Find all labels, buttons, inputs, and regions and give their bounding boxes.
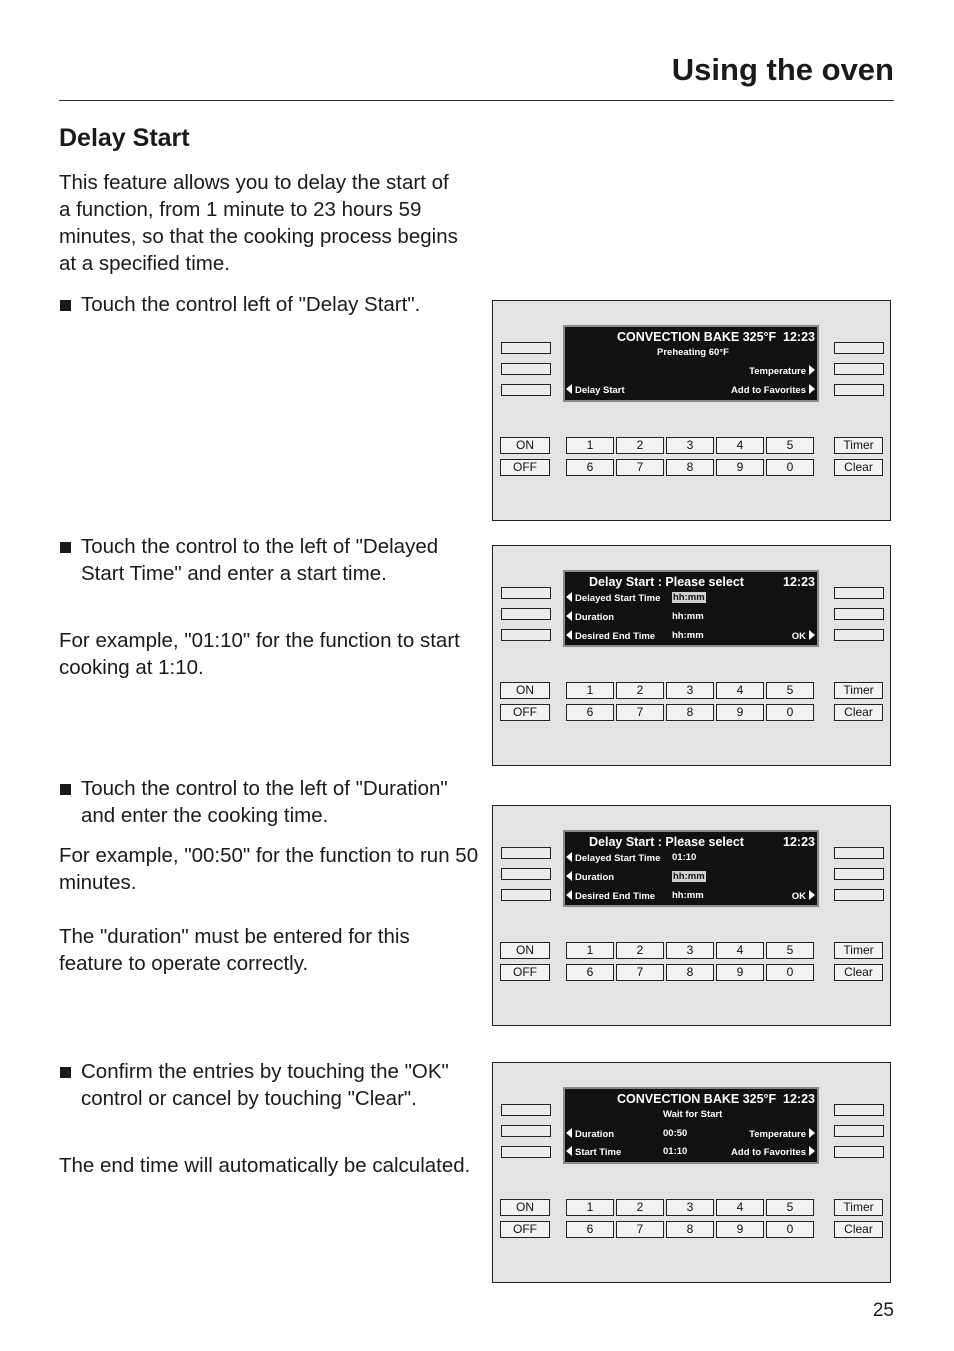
oven-display — [563, 325, 819, 402]
display-favorites — [731, 384, 815, 396]
key-1[interactable]: 1 — [566, 682, 614, 699]
step-2-text: Touch the control to the left of "Delayed Start Time" and enter a start time. — [81, 535, 439, 585]
row-value: 01:10 — [663, 1146, 688, 1157]
arrow-right-icon — [809, 1128, 815, 1138]
key-4[interactable]: 4 — [716, 1199, 764, 1216]
clear-button[interactable]: Clear — [834, 1221, 883, 1238]
bullet-square-icon — [60, 542, 71, 553]
arrow-right-icon — [809, 1146, 815, 1156]
step-4-note: The end time will automatically be calculated. — [59, 1154, 471, 1177]
section-title: Delay Start — [59, 124, 190, 152]
display-favorites — [731, 1146, 815, 1158]
oven-display — [563, 1087, 819, 1164]
key-7[interactable]: 7 — [616, 459, 664, 476]
key-7[interactable]: 7 — [616, 1221, 664, 1238]
display-title: CONVECTION BAKE 325°F — [617, 330, 777, 344]
step-3-note-2: The "duration" must be entered for this feature to operate correctly. — [59, 925, 410, 975]
arrow-left-icon — [566, 592, 572, 602]
key-9[interactable]: 9 — [716, 1221, 764, 1238]
key-9[interactable]: 9 — [716, 964, 764, 981]
key-9[interactable]: 9 — [716, 704, 764, 721]
key-3[interactable]: 3 — [666, 1199, 714, 1216]
row-delayed-start-time — [566, 852, 660, 864]
step-2-note: For example, "01:10" for the function to start cooking at 1:10. — [59, 629, 460, 679]
on-button[interactable]: ON — [500, 942, 550, 959]
key-6[interactable]: 6 — [566, 964, 614, 981]
value-field-highlighted: hh:mm — [673, 871, 705, 882]
row-desired-end-time — [566, 890, 655, 902]
right-control-temperature[interactable] — [834, 363, 884, 375]
control-panel-3 — [492, 805, 891, 1026]
display-title: CONVECTION BAKE 325°F — [617, 1092, 777, 1106]
value-field-highlighted: hh:mm — [673, 592, 705, 603]
key-5[interactable]: 5 — [766, 942, 814, 959]
ok-label: OK — [791, 891, 806, 902]
right-control-1[interactable] — [834, 1104, 884, 1116]
arrow-left-icon — [566, 871, 572, 881]
key-3[interactable]: 3 — [666, 942, 714, 959]
clear-button[interactable]: Clear — [834, 459, 883, 476]
key-3[interactable]: 3 — [666, 437, 714, 454]
display-clock: 12:23 — [783, 835, 815, 849]
step-4-text: Confirm the entries by touching the "OK" control or cancel by touching "Clear". — [81, 1060, 449, 1110]
on-button[interactable]: ON — [500, 682, 550, 699]
left-control-desired-end-time[interactable] — [501, 629, 551, 641]
arrow-left-icon — [566, 630, 572, 640]
arrow-left-icon — [566, 611, 572, 621]
row-label: Start Time — [575, 1147, 622, 1158]
right-control-1[interactable] — [834, 847, 884, 859]
step-1-text: Touch the control left of "Delay Start". — [81, 293, 421, 316]
row-duration — [566, 1128, 614, 1140]
row-value: 00:50 — [663, 1128, 688, 1139]
row-delayed-start-time — [566, 592, 660, 604]
on-button[interactable]: ON — [500, 1199, 550, 1216]
key-9[interactable]: 9 — [716, 459, 764, 476]
row-label: Delayed Start Time — [575, 853, 661, 864]
display-status: Preheating 60°F — [657, 347, 729, 358]
display-title: Delay Start : Please select — [589, 835, 744, 849]
oven-display — [563, 830, 819, 907]
arrow-left-icon — [566, 852, 572, 862]
key-8[interactable]: 8 — [666, 704, 714, 721]
arrow-right-icon — [809, 630, 815, 640]
intro-paragraph: This feature allows you to delay the start of a function, from 1 minute to 23 hours 59 minutes, so that the cooking process begins at a specified time. — [59, 171, 458, 275]
key-2[interactable]: 2 — [616, 942, 664, 959]
key-6[interactable]: 6 — [566, 459, 614, 476]
key-2[interactable]: 2 — [616, 437, 664, 454]
bullet-square-icon — [60, 300, 71, 311]
key-6[interactable]: 6 — [566, 704, 614, 721]
row-duration — [566, 871, 614, 883]
right-control-1[interactable] — [834, 342, 884, 354]
row-value — [672, 592, 706, 603]
display-delay-start — [566, 384, 625, 396]
row-label: Desired End Time — [575, 891, 656, 902]
left-control-delay-start[interactable] — [501, 384, 551, 396]
control-panel-2 — [492, 545, 891, 766]
arrow-left-icon — [566, 1146, 572, 1156]
row-label: Desired End Time — [575, 631, 656, 642]
temperature-label: Temperature — [749, 1129, 806, 1140]
display-clock: 12:23 — [783, 575, 815, 589]
right-control-2[interactable] — [834, 868, 884, 880]
step-3-bullet — [59, 775, 479, 829]
left-control-duration[interactable] — [501, 1125, 551, 1137]
page-title: Using the oven — [671, 52, 894, 87]
favorites-label: Add to Favorites — [731, 1147, 806, 1158]
row-value — [672, 871, 706, 882]
left-control-1[interactable] — [501, 1104, 551, 1116]
right-control-temperature[interactable] — [834, 1125, 884, 1137]
left-control-2[interactable] — [501, 363, 551, 375]
row-value: hh:mm — [672, 890, 704, 901]
row-desired-end-time — [566, 630, 655, 642]
row-start-time — [566, 1146, 621, 1158]
display-title: Delay Start : Please select — [589, 575, 744, 589]
row-label: Duration — [575, 1129, 615, 1140]
key-4[interactable]: 4 — [716, 682, 764, 699]
timer-button[interactable]: Timer — [834, 1199, 883, 1216]
bullet-square-icon — [60, 1067, 71, 1078]
display-clock: 12:23 — [783, 330, 815, 344]
row-label: Duration — [575, 872, 615, 883]
right-control-ok[interactable] — [834, 629, 884, 641]
key-5[interactable]: 5 — [766, 1199, 814, 1216]
arrow-left-icon — [566, 384, 572, 394]
timer-button[interactable]: Timer — [834, 682, 883, 699]
key-2[interactable]: 2 — [616, 682, 664, 699]
key-1[interactable]: 1 — [566, 1199, 614, 1216]
ok-label: OK — [791, 631, 806, 642]
timer-button[interactable]: Timer — [834, 437, 883, 454]
key-1[interactable]: 1 — [566, 942, 614, 959]
key-3[interactable]: 3 — [666, 682, 714, 699]
delay-start-label: Delay Start — [575, 385, 625, 396]
left-control-start-time[interactable] — [501, 1146, 551, 1158]
left-control-desired-end-time[interactable] — [501, 889, 551, 901]
key-7[interactable]: 7 — [616, 704, 664, 721]
key-4[interactable]: 4 — [716, 942, 764, 959]
right-control-1[interactable] — [834, 587, 884, 599]
row-value: hh:mm — [672, 611, 704, 622]
key-0[interactable]: 0 — [766, 1221, 814, 1238]
row-value: 01:10 — [672, 852, 697, 863]
key-0[interactable]: 0 — [766, 964, 814, 981]
display-ok — [792, 630, 815, 642]
left-control-duration[interactable] — [501, 608, 551, 620]
key-1[interactable]: 1 — [566, 437, 614, 454]
control-panel-4 — [492, 1062, 891, 1283]
header-rule — [59, 100, 894, 101]
key-7[interactable]: 7 — [616, 964, 664, 981]
display-clock: 12:23 — [783, 1092, 815, 1106]
right-control-favorites[interactable] — [834, 384, 884, 396]
key-5[interactable]: 5 — [766, 682, 814, 699]
favorites-label: Add to Favorites — [731, 385, 806, 396]
page-number: 25 — [872, 1300, 894, 1321]
key-0[interactable]: 0 — [766, 704, 814, 721]
off-button[interactable]: OFF — [500, 1221, 550, 1238]
display-temperature — [749, 1128, 815, 1140]
key-2[interactable]: 2 — [616, 1199, 664, 1216]
row-value: hh:mm — [672, 630, 704, 641]
arrow-right-icon — [809, 890, 815, 900]
left-control-duration[interactable] — [501, 868, 551, 880]
temperature-label: Temperature — [749, 366, 806, 377]
row-label: Delayed Start Time — [575, 593, 661, 604]
clear-button[interactable]: Clear — [834, 964, 883, 981]
key-8[interactable]: 8 — [666, 1221, 714, 1238]
off-button[interactable]: OFF — [500, 704, 550, 721]
step-1-bullet — [59, 291, 479, 318]
row-duration — [566, 611, 614, 623]
key-4[interactable]: 4 — [716, 437, 764, 454]
left-control-delayed-start-time[interactable] — [501, 847, 551, 859]
step-3-text: Touch the control to the left of "Duration" and enter the cooking time. — [81, 777, 448, 827]
step-3-note: For example, "00:50" for the function to run 50 minutes. — [59, 844, 479, 894]
right-control-favorites[interactable] — [834, 1146, 884, 1158]
step-2-bullet — [59, 533, 479, 587]
display-status: Wait for Start — [663, 1109, 723, 1120]
key-5[interactable]: 5 — [766, 437, 814, 454]
arrow-right-icon — [809, 365, 815, 375]
clear-button[interactable]: Clear — [834, 704, 883, 721]
arrow-left-icon — [566, 890, 572, 900]
row-label: Duration — [575, 612, 615, 623]
control-panel-1 — [492, 300, 891, 521]
arrow-right-icon — [809, 384, 815, 394]
arrow-left-icon — [566, 1128, 572, 1138]
off-button[interactable]: OFF — [500, 459, 550, 476]
key-8[interactable]: 8 — [666, 964, 714, 981]
off-button[interactable]: OFF — [500, 964, 550, 981]
key-8[interactable]: 8 — [666, 459, 714, 476]
display-temperature — [749, 365, 815, 377]
step-4-bullet — [59, 1058, 479, 1112]
timer-button[interactable]: Timer — [834, 942, 883, 959]
right-control-ok[interactable] — [834, 889, 884, 901]
on-button[interactable]: ON — [500, 437, 550, 454]
key-0[interactable]: 0 — [766, 459, 814, 476]
display-ok — [792, 890, 815, 902]
left-control-delayed-start-time[interactable] — [501, 587, 551, 599]
oven-display — [563, 570, 819, 647]
bullet-square-icon — [60, 784, 71, 795]
left-control-1[interactable] — [501, 342, 551, 354]
key-6[interactable]: 6 — [566, 1221, 614, 1238]
right-control-2[interactable] — [834, 608, 884, 620]
